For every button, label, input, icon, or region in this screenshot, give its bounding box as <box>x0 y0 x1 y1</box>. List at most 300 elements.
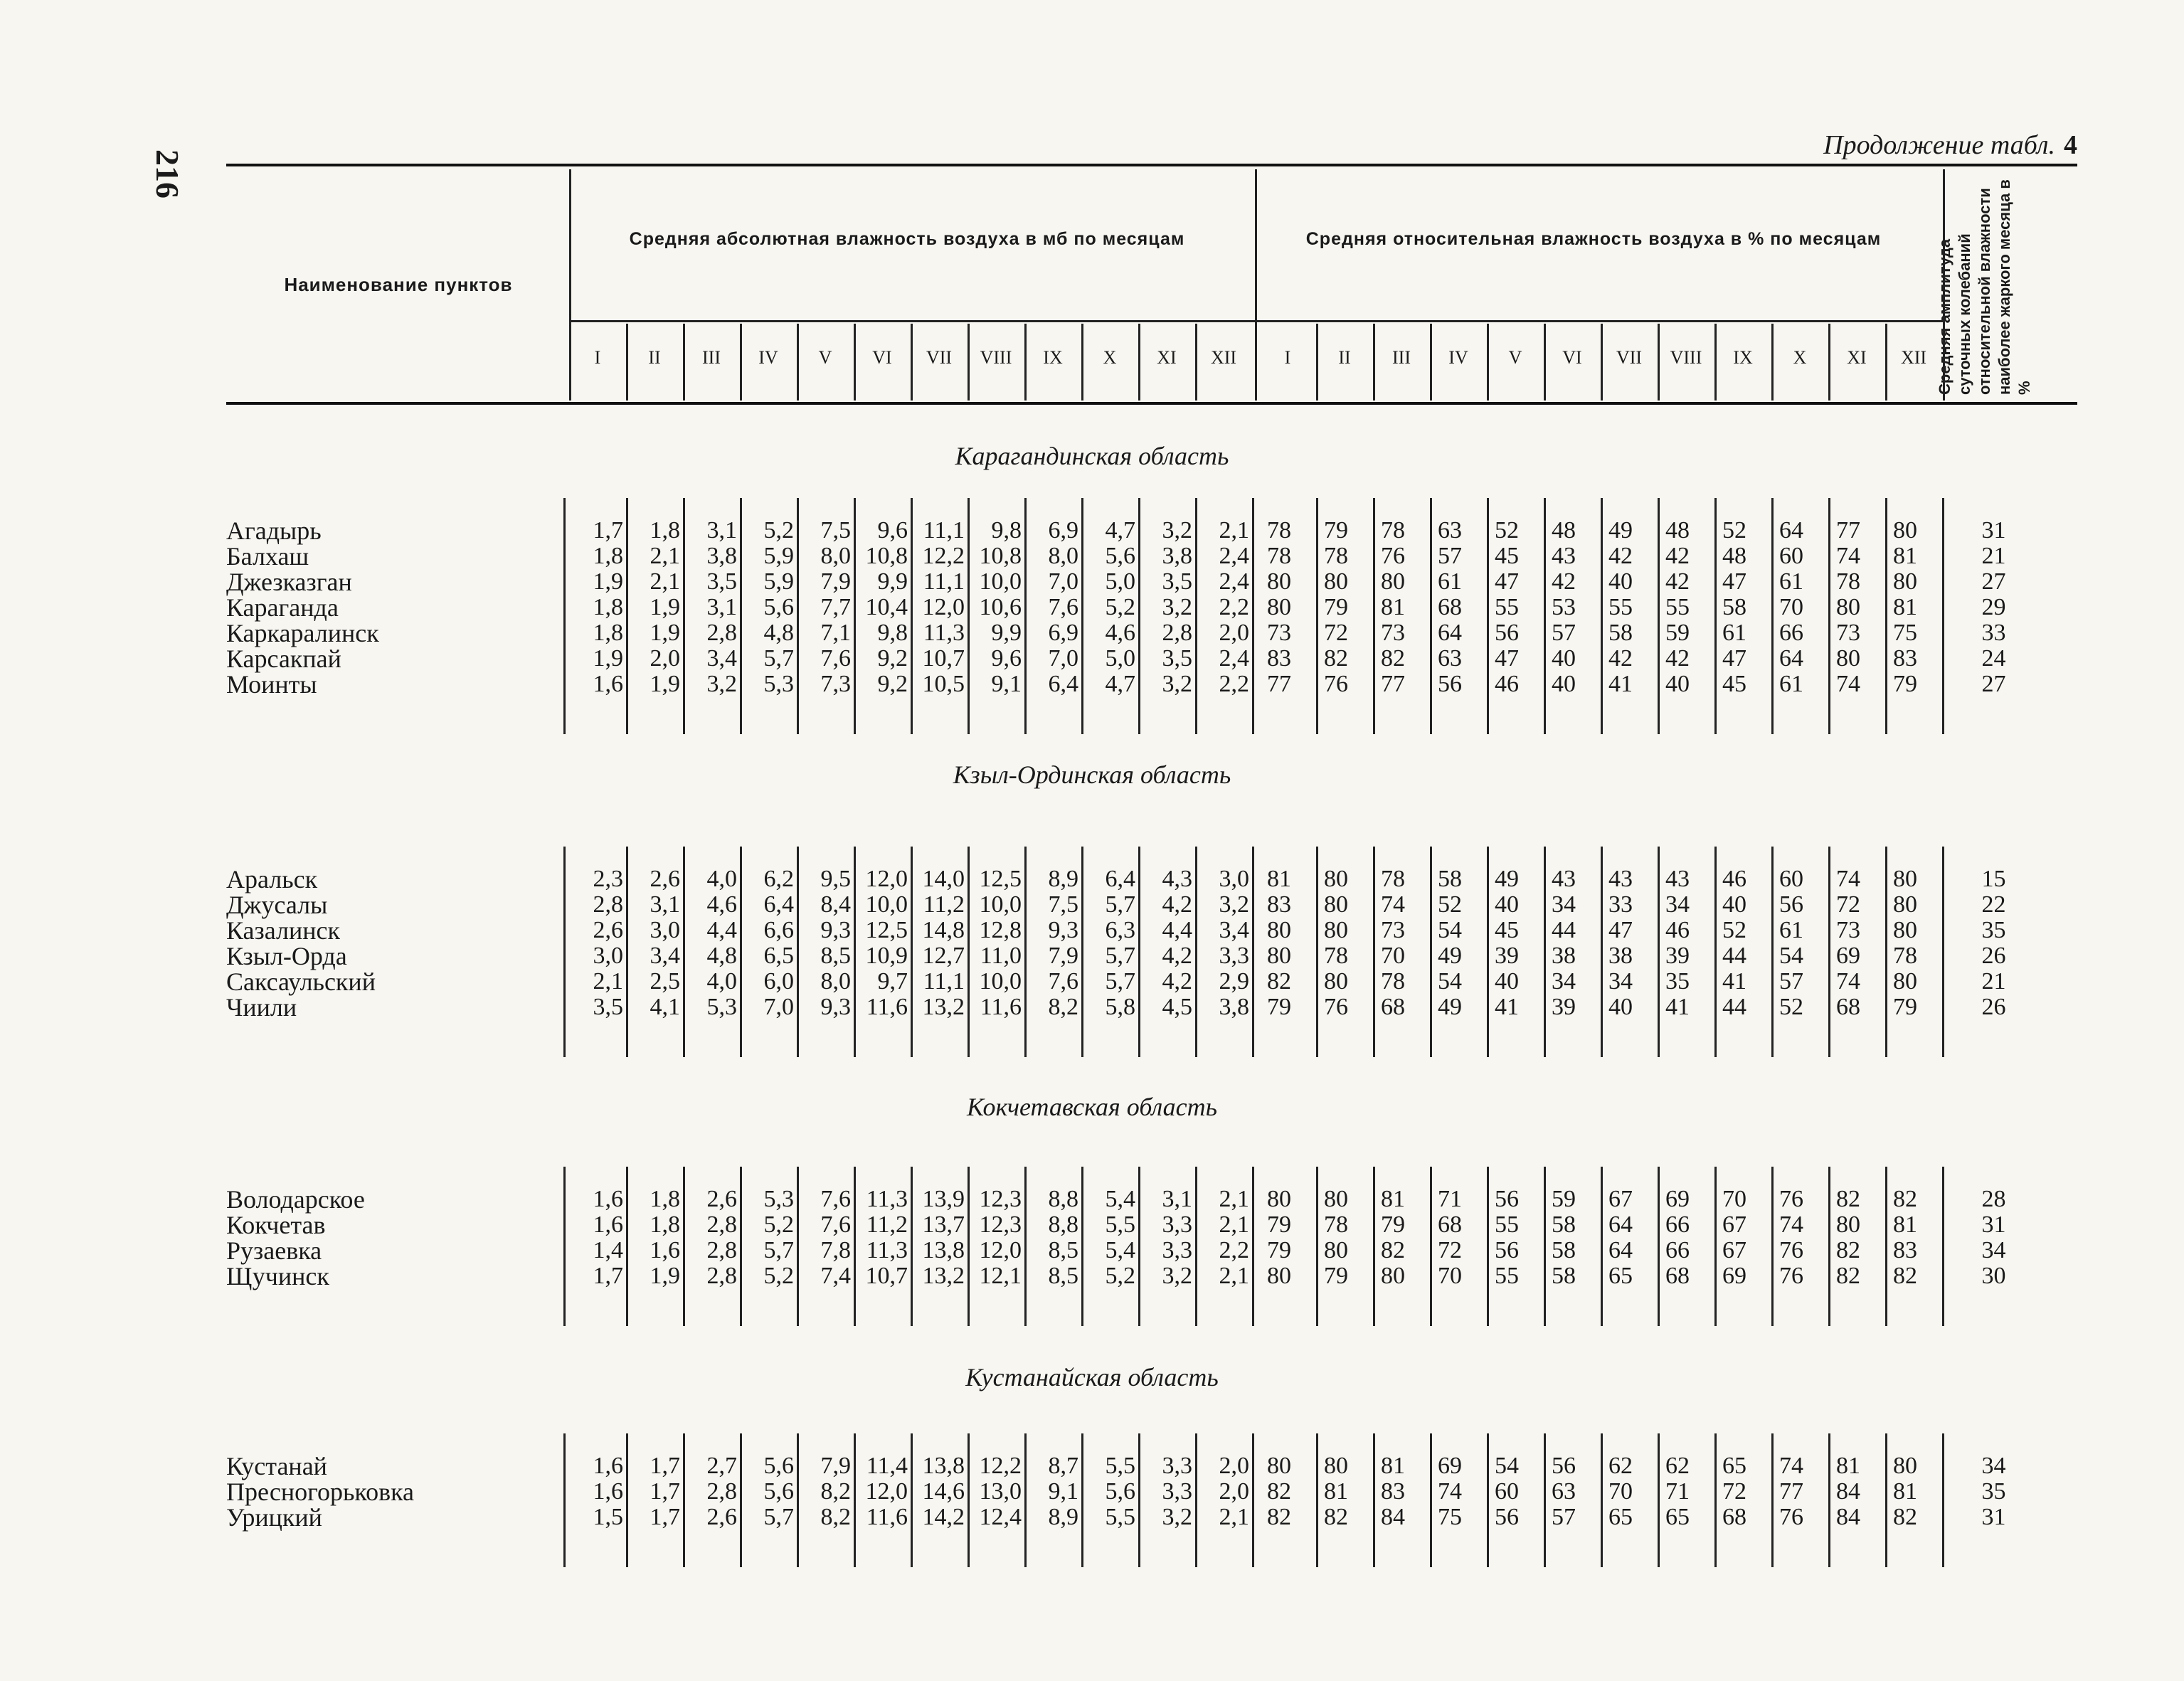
abs-humidity-cell: 5,6 <box>1105 543 1135 569</box>
rel-humidity-cell: 40 <box>1495 891 1519 918</box>
table-row <box>0 518 2184 543</box>
rel-humidity-cell: 56 <box>1495 1186 1519 1212</box>
abs-humidity-cell: 12,0 <box>865 1478 908 1505</box>
abs-humidity-cell: 11,4 <box>866 1453 908 1479</box>
header-month-divider <box>968 324 970 401</box>
rel-humidity-cell: 52 <box>1722 917 1746 943</box>
rel-humidity-cell: 80 <box>1836 594 1860 620</box>
rel-humidity-cell: 47 <box>1722 568 1746 595</box>
abs-humidity-cell: 9,8 <box>991 517 1022 543</box>
rel-humidity-cell: 49 <box>1438 943 1462 969</box>
rel-humidity-cell: 45 <box>1495 917 1519 943</box>
rel-humidity-cell: 42 <box>1665 645 1690 672</box>
abs-humidity-cell: 2,0 <box>650 645 680 672</box>
abs-humidity-cell: 1,6 <box>593 1478 623 1505</box>
abs-humidity-cell: 7,0 <box>1048 568 1078 595</box>
rel-humidity-cell: 42 <box>1665 568 1690 595</box>
abs-humidity-cell: 10,7 <box>865 1263 908 1289</box>
rel-humidity-cell: 82 <box>1836 1263 1860 1289</box>
amplitude-cell: 34 <box>1981 1237 2006 1263</box>
abs-humidity-cell: 11,3 <box>866 1237 908 1263</box>
rel-humidity-cell: 82 <box>1836 1186 1860 1212</box>
page-number: 216 <box>149 149 186 198</box>
rel-humidity-cell: 40 <box>1665 671 1690 697</box>
rel-humidity-cell: 80 <box>1267 1263 1291 1289</box>
header-month-divider <box>797 324 799 401</box>
abs-humidity-cell: 9,9 <box>991 620 1022 646</box>
rel-humidity-cell: 66 <box>1779 620 1803 646</box>
abs-humidity-cell: 3,0 <box>593 943 623 969</box>
rel-humidity-cell: 80 <box>1893 917 1917 943</box>
rel-humidity-cell: 35 <box>1665 968 1690 995</box>
region-title: Кокчетавская область <box>966 1093 1218 1121</box>
rel-humidity-cell: 78 <box>1324 943 1348 969</box>
abs-humidity-cell: 4,2 <box>1162 943 1192 969</box>
abs-humidity-cell: 5,5 <box>1105 1504 1135 1530</box>
region-block <box>0 1433 2184 1567</box>
rel-humidity-cell: 80 <box>1267 943 1291 969</box>
abs-humidity-cell: 2,1 <box>1219 1504 1249 1530</box>
station-name: Урицкий <box>226 1503 322 1532</box>
rel-humidity-cell: 80 <box>1267 594 1291 620</box>
station-name: Карсакпай <box>226 645 341 673</box>
abs-humidity-cell: 5,2 <box>763 1211 794 1238</box>
abs-humidity-cell: 6,9 <box>1048 620 1078 646</box>
rel-humidity-cell: 76 <box>1779 1186 1803 1212</box>
rel-humidity-cell: 68 <box>1381 994 1405 1020</box>
abs-humidity-cell: 3,2 <box>1162 517 1192 543</box>
rel-humidity-cell: 64 <box>1779 645 1803 672</box>
rel-humidity-cell: 57 <box>1438 543 1462 569</box>
rel-humidity-cell: 80 <box>1893 968 1917 995</box>
abs-humidity-cell: 10,8 <box>865 543 908 569</box>
header-divider-rel <box>1255 169 1257 401</box>
abs-humidity-cell: 9,1 <box>1048 1478 1078 1505</box>
continuation-text: Продолжение табл. <box>1823 130 2055 160</box>
abs-humidity-cell: 4,2 <box>1162 968 1192 995</box>
abs-humidity-cell: 2,1 <box>650 568 680 595</box>
table-row <box>0 620 2184 646</box>
abs-humidity-cell: 7,9 <box>820 1453 851 1479</box>
rel-humidity-cell: 45 <box>1495 543 1519 569</box>
abs-humidity-cell: 5,7 <box>763 1504 794 1530</box>
abs-humidity-cell: 5,6 <box>1105 1478 1135 1505</box>
header-month-divider <box>1373 324 1375 401</box>
abs-humidity-cell: 7,4 <box>820 1263 851 1289</box>
rel-humidity-cell: 38 <box>1608 943 1633 969</box>
rel-humidity-cell: 52 <box>1722 517 1746 543</box>
header-month-divider <box>1544 324 1546 401</box>
rel-humidity-cell: 83 <box>1893 1237 1917 1263</box>
month-header-rel: VII <box>1616 347 1643 368</box>
rel-humidity-cell: 79 <box>1267 1211 1291 1238</box>
abs-humidity-cell: 6,3 <box>1105 917 1135 943</box>
abs-humidity-cell: 3,4 <box>1219 917 1249 943</box>
abs-humidity-cell: 11,3 <box>866 1186 908 1212</box>
rel-humidity-cell: 45 <box>1722 671 1746 697</box>
abs-humidity-cell: 1,9 <box>650 1263 680 1289</box>
abs-humidity-cell: 5,7 <box>1105 943 1135 969</box>
abs-humidity-cell: 8,8 <box>1048 1186 1078 1212</box>
abs-humidity-cell: 7,9 <box>1048 943 1078 969</box>
abs-humidity-cell: 3,5 <box>706 568 737 595</box>
abs-humidity-cell: 2,1 <box>650 543 680 569</box>
table-row <box>0 892 2184 918</box>
header-month-divider <box>1601 324 1603 401</box>
rel-humidity-cell: 60 <box>1779 543 1803 569</box>
abs-humidity-cell: 10,0 <box>979 568 1022 595</box>
rel-humidity-cell: 38 <box>1552 943 1576 969</box>
amplitude-cell: 26 <box>1981 943 2006 969</box>
rel-humidity-cell: 59 <box>1552 1186 1576 1212</box>
amplitude-cell: 24 <box>1981 645 2006 672</box>
table-row <box>0 866 2184 892</box>
rel-humidity-cell: 55 <box>1608 594 1633 620</box>
rel-humidity-cell: 81 <box>1381 594 1405 620</box>
region-block <box>0 1167 2184 1326</box>
rel-humidity-cell: 81 <box>1836 1453 1860 1479</box>
abs-humidity-cell: 2,0 <box>1219 620 1249 646</box>
abs-humidity-cell: 7,7 <box>820 594 851 620</box>
abs-humidity-cell: 5,0 <box>1105 568 1135 595</box>
abs-humidity-cell: 2,8 <box>706 620 737 646</box>
abs-humidity-cell: 4,8 <box>763 620 794 646</box>
abs-humidity-cell: 2,1 <box>1219 1263 1249 1289</box>
abs-humidity-cell: 4,4 <box>706 917 737 943</box>
abs-humidity-cell: 2,2 <box>1219 594 1249 620</box>
abs-humidity-cell: 2,8 <box>706 1263 737 1289</box>
rel-humidity-cell: 76 <box>1324 671 1348 697</box>
abs-humidity-cell: 12,0 <box>979 1237 1022 1263</box>
month-header-abs: VIII <box>980 347 1012 368</box>
header-amp-col: Средняя амплитуда суточных колебаний относительной влажности наиболее жаркого месяца в % <box>1936 179 2033 395</box>
abs-humidity-cell: 8,5 <box>1048 1237 1078 1263</box>
rel-humidity-cell: 75 <box>1438 1504 1462 1530</box>
abs-humidity-cell: 8,9 <box>1048 1504 1078 1530</box>
abs-humidity-cell: 12,2 <box>922 543 965 569</box>
abs-humidity-cell: 5,7 <box>763 1237 794 1263</box>
station-name: Казалинск <box>226 916 340 945</box>
rel-humidity-cell: 81 <box>1267 866 1291 892</box>
rel-humidity-cell: 68 <box>1836 994 1860 1020</box>
rel-humidity-cell: 49 <box>1438 994 1462 1020</box>
rel-humidity-cell: 82 <box>1381 645 1405 672</box>
month-header-rel: XI <box>1847 347 1867 368</box>
rel-humidity-cell: 48 <box>1722 543 1746 569</box>
rel-humidity-cell: 72 <box>1438 1237 1462 1263</box>
header-month-divider <box>1081 324 1083 401</box>
abs-humidity-cell: 2,4 <box>1219 645 1249 672</box>
abs-humidity-cell: 5,6 <box>763 594 794 620</box>
abs-humidity-cell: 2,1 <box>1219 517 1249 543</box>
rel-humidity-cell: 73 <box>1836 917 1860 943</box>
month-header-rel: VIII <box>1670 347 1702 368</box>
abs-humidity-cell: 1,7 <box>650 1478 680 1505</box>
rel-humidity-cell: 53 <box>1552 594 1576 620</box>
rel-humidity-cell: 75 <box>1893 620 1917 646</box>
abs-humidity-cell: 8,0 <box>1048 543 1078 569</box>
abs-humidity-cell: 6,0 <box>763 968 794 995</box>
abs-humidity-cell: 3,2 <box>1162 1263 1192 1289</box>
abs-humidity-cell: 7,5 <box>820 517 851 543</box>
rel-humidity-cell: 40 <box>1495 968 1519 995</box>
rel-humidity-cell: 83 <box>1267 645 1291 672</box>
amplitude-cell: 31 <box>1981 1211 2006 1238</box>
abs-humidity-cell: 2,6 <box>706 1186 737 1212</box>
rel-humidity-cell: 43 <box>1552 866 1576 892</box>
abs-humidity-cell: 11,1 <box>923 568 965 595</box>
abs-humidity-cell: 1,6 <box>593 1453 623 1479</box>
header-month-divider <box>854 324 856 401</box>
abs-humidity-cell: 7,1 <box>820 620 851 646</box>
abs-humidity-cell: 11,3 <box>923 620 965 646</box>
abs-humidity-cell: 6,9 <box>1048 517 1078 543</box>
rel-humidity-cell: 47 <box>1608 917 1633 943</box>
rel-humidity-cell: 74 <box>1836 671 1860 697</box>
abs-humidity-cell: 1,7 <box>593 1263 623 1289</box>
rel-humidity-cell: 81 <box>1893 1211 1917 1238</box>
abs-humidity-cell: 4,3 <box>1162 866 1192 892</box>
rel-humidity-cell: 82 <box>1893 1263 1917 1289</box>
rel-humidity-cell: 82 <box>1324 1504 1348 1530</box>
abs-humidity-cell: 13,8 <box>922 1237 965 1263</box>
abs-humidity-cell: 2,9 <box>1219 968 1249 995</box>
header-month-divider <box>911 324 913 401</box>
rel-humidity-cell: 78 <box>1324 1211 1348 1238</box>
rel-humidity-cell: 80 <box>1324 891 1348 918</box>
abs-humidity-cell: 8,2 <box>820 1504 851 1530</box>
rel-humidity-cell: 83 <box>1381 1478 1405 1505</box>
abs-humidity-cell: 1,7 <box>650 1453 680 1479</box>
abs-humidity-cell: 13,2 <box>922 1263 965 1289</box>
abs-humidity-cell: 14,6 <box>922 1478 965 1505</box>
rel-humidity-cell: 66 <box>1665 1237 1690 1263</box>
abs-humidity-cell: 3,3 <box>1162 1211 1192 1238</box>
abs-humidity-cell: 7,6 <box>820 645 851 672</box>
rel-humidity-cell: 74 <box>1836 866 1860 892</box>
rel-humidity-cell: 84 <box>1836 1504 1860 1530</box>
amplitude-cell: 30 <box>1981 1263 2006 1289</box>
rel-humidity-cell: 41 <box>1722 968 1746 995</box>
abs-humidity-cell: 5,5 <box>1105 1211 1135 1238</box>
rel-humidity-cell: 82 <box>1836 1237 1860 1263</box>
rel-humidity-cell: 34 <box>1608 968 1633 995</box>
rel-humidity-cell: 79 <box>1324 1263 1348 1289</box>
abs-humidity-cell: 12,5 <box>979 866 1022 892</box>
abs-humidity-cell: 8,8 <box>1048 1211 1078 1238</box>
rel-humidity-cell: 77 <box>1779 1478 1803 1505</box>
rel-humidity-cell: 46 <box>1495 671 1519 697</box>
abs-humidity-cell: 1,9 <box>650 671 680 697</box>
abs-humidity-cell: 7,6 <box>1048 968 1078 995</box>
rel-humidity-cell: 79 <box>1324 517 1348 543</box>
header-month-divider <box>1487 324 1489 401</box>
rel-humidity-cell: 74 <box>1381 891 1405 918</box>
rel-humidity-cell: 82 <box>1381 1237 1405 1263</box>
abs-humidity-cell: 3,2 <box>1162 594 1192 620</box>
amplitude-cell: 15 <box>1981 866 2006 892</box>
station-name: Рузаевка <box>226 1236 322 1265</box>
abs-humidity-cell: 2,8 <box>706 1237 737 1263</box>
rel-humidity-cell: 83 <box>1893 645 1917 672</box>
rel-humidity-cell: 42 <box>1608 645 1633 672</box>
rel-humidity-cell: 61 <box>1779 568 1803 595</box>
rel-humidity-cell: 80 <box>1267 917 1291 943</box>
rel-humidity-cell: 78 <box>1324 543 1348 569</box>
rel-humidity-cell: 80 <box>1267 1186 1291 1212</box>
abs-humidity-cell: 5,2 <box>763 517 794 543</box>
month-header-abs: VI <box>872 347 892 368</box>
month-header-abs: III <box>702 347 721 368</box>
rel-humidity-cell: 71 <box>1665 1478 1690 1505</box>
abs-humidity-cell: 2,6 <box>650 866 680 892</box>
rel-humidity-cell: 69 <box>1836 943 1860 969</box>
abs-humidity-cell: 12,0 <box>922 594 965 620</box>
abs-humidity-cell: 5,4 <box>1105 1237 1135 1263</box>
abs-humidity-cell: 3,2 <box>1162 671 1192 697</box>
top-rule <box>226 164 2077 166</box>
rel-humidity-cell: 82 <box>1893 1504 1917 1530</box>
rel-humidity-cell: 57 <box>1552 620 1576 646</box>
abs-humidity-cell: 5,7 <box>763 645 794 672</box>
rel-humidity-cell: 78 <box>1267 543 1291 569</box>
rel-humidity-cell: 72 <box>1324 620 1348 646</box>
abs-humidity-cell: 4,7 <box>1105 517 1135 543</box>
rel-humidity-cell: 80 <box>1893 568 1917 595</box>
abs-humidity-cell: 7,0 <box>1048 645 1078 672</box>
header-abs-group: Средняя абсолютная влажность воздуха в мб по месяцам <box>629 229 1185 249</box>
abs-humidity-cell: 3,3 <box>1219 943 1249 969</box>
abs-humidity-cell: 12,0 <box>865 866 908 892</box>
abs-humidity-cell: 4,2 <box>1162 891 1192 918</box>
rel-humidity-cell: 61 <box>1779 917 1803 943</box>
abs-humidity-cell: 2,4 <box>1219 543 1249 569</box>
abs-humidity-cell: 3,2 <box>706 671 737 697</box>
rel-humidity-cell: 84 <box>1836 1478 1860 1505</box>
station-name: Агадырь <box>226 516 322 545</box>
rel-humidity-cell: 80 <box>1267 568 1291 595</box>
rel-humidity-cell: 58 <box>1552 1263 1576 1289</box>
abs-humidity-cell: 13,9 <box>922 1186 965 1212</box>
station-name: Щучинск <box>226 1262 329 1290</box>
rel-humidity-cell: 78 <box>1381 517 1405 543</box>
abs-humidity-cell: 5,5 <box>1105 1453 1135 1479</box>
abs-humidity-cell: 10,0 <box>979 968 1022 995</box>
month-header-rel: XII <box>1900 347 1927 368</box>
month-header-abs: X <box>1103 347 1117 368</box>
rel-humidity-cell: 62 <box>1608 1453 1633 1479</box>
abs-humidity-cell: 6,2 <box>763 866 794 892</box>
rel-humidity-cell: 65 <box>1665 1504 1690 1530</box>
abs-humidity-cell: 14,8 <box>922 917 965 943</box>
rel-humidity-cell: 81 <box>1893 1478 1917 1505</box>
rel-humidity-cell: 47 <box>1495 645 1519 672</box>
abs-humidity-cell: 9,2 <box>877 671 908 697</box>
station-name: Балхаш <box>226 542 309 571</box>
abs-humidity-cell: 4,0 <box>706 968 737 995</box>
amplitude-cell: 22 <box>1981 891 2006 918</box>
rel-humidity-cell: 71 <box>1438 1186 1462 1212</box>
month-header-rel: III <box>1392 347 1411 368</box>
rel-humidity-cell: 64 <box>1438 620 1462 646</box>
table-row <box>0 1238 2184 1263</box>
header-month-divider <box>1430 324 1432 401</box>
rel-humidity-cell: 65 <box>1722 1453 1746 1479</box>
rel-humidity-cell: 76 <box>1779 1237 1803 1263</box>
region-title: Кзыл-Ординская область <box>953 760 1231 789</box>
rel-humidity-cell: 80 <box>1324 1237 1348 1263</box>
month-header-abs: XII <box>1210 347 1237 368</box>
month-header-rel: X <box>1793 347 1807 368</box>
month-header-abs: IV <box>758 347 778 368</box>
table-row <box>0 543 2184 569</box>
abs-humidity-cell: 1,8 <box>593 543 623 569</box>
abs-humidity-cell: 10,0 <box>865 891 908 918</box>
abs-humidity-cell: 3,3 <box>1162 1453 1192 1479</box>
abs-humidity-cell: 2,2 <box>1219 1237 1249 1263</box>
abs-humidity-cell: 3,1 <box>650 891 680 918</box>
station-name: Саксаульский <box>226 967 376 996</box>
amplitude-cell: 29 <box>1981 594 2006 620</box>
rel-humidity-cell: 80 <box>1836 645 1860 672</box>
header-month-divider <box>740 324 742 401</box>
rel-humidity-cell: 68 <box>1665 1263 1690 1289</box>
abs-humidity-cell: 9,3 <box>820 917 851 943</box>
month-header-abs: VII <box>926 347 953 368</box>
abs-humidity-cell: 1,6 <box>650 1237 680 1263</box>
rel-humidity-cell: 48 <box>1665 517 1690 543</box>
rel-humidity-cell: 76 <box>1779 1504 1803 1530</box>
table-row <box>0 969 2184 995</box>
rel-humidity-cell: 72 <box>1722 1478 1746 1505</box>
rel-humidity-cell: 43 <box>1552 543 1576 569</box>
amplitude-cell: 31 <box>1981 517 2006 543</box>
rel-humidity-cell: 58 <box>1552 1237 1576 1263</box>
rel-humidity-cell: 60 <box>1495 1478 1519 1505</box>
amplitude-cell: 35 <box>1981 1478 2006 1505</box>
rel-humidity-cell: 69 <box>1665 1186 1690 1212</box>
abs-humidity-cell: 7,6 <box>1048 594 1078 620</box>
rel-humidity-cell: 80 <box>1893 1453 1917 1479</box>
abs-humidity-cell: 10,4 <box>865 594 908 620</box>
rel-humidity-cell: 74 <box>1779 1453 1803 1479</box>
header-month-rule <box>569 320 1943 322</box>
rel-humidity-cell: 43 <box>1665 866 1690 892</box>
rel-humidity-cell: 56 <box>1779 891 1803 918</box>
amplitude-cell: 27 <box>1981 671 2006 697</box>
rel-humidity-cell: 81 <box>1893 543 1917 569</box>
table-row <box>0 1263 2184 1289</box>
header-month-divider <box>626 324 628 401</box>
abs-humidity-cell: 9,3 <box>820 994 851 1020</box>
abs-humidity-cell: 10,0 <box>979 891 1022 918</box>
header-rule <box>226 402 2077 405</box>
rel-humidity-cell: 65 <box>1608 1263 1633 1289</box>
abs-humidity-cell: 1,8 <box>593 594 623 620</box>
rel-humidity-cell: 41 <box>1665 994 1690 1020</box>
abs-humidity-cell: 4,6 <box>1105 620 1135 646</box>
abs-humidity-cell: 2,5 <box>650 968 680 995</box>
rel-humidity-cell: 78 <box>1836 568 1860 595</box>
abs-humidity-cell: 2,3 <box>593 866 623 892</box>
abs-humidity-cell: 2,0 <box>1219 1453 1249 1479</box>
rel-humidity-cell: 67 <box>1722 1211 1746 1238</box>
rel-humidity-cell: 61 <box>1722 620 1746 646</box>
rel-humidity-cell: 57 <box>1552 1504 1576 1530</box>
month-header-rel: II <box>1338 347 1351 368</box>
abs-humidity-cell: 11,6 <box>866 1504 908 1530</box>
header-month-divider <box>683 324 685 401</box>
